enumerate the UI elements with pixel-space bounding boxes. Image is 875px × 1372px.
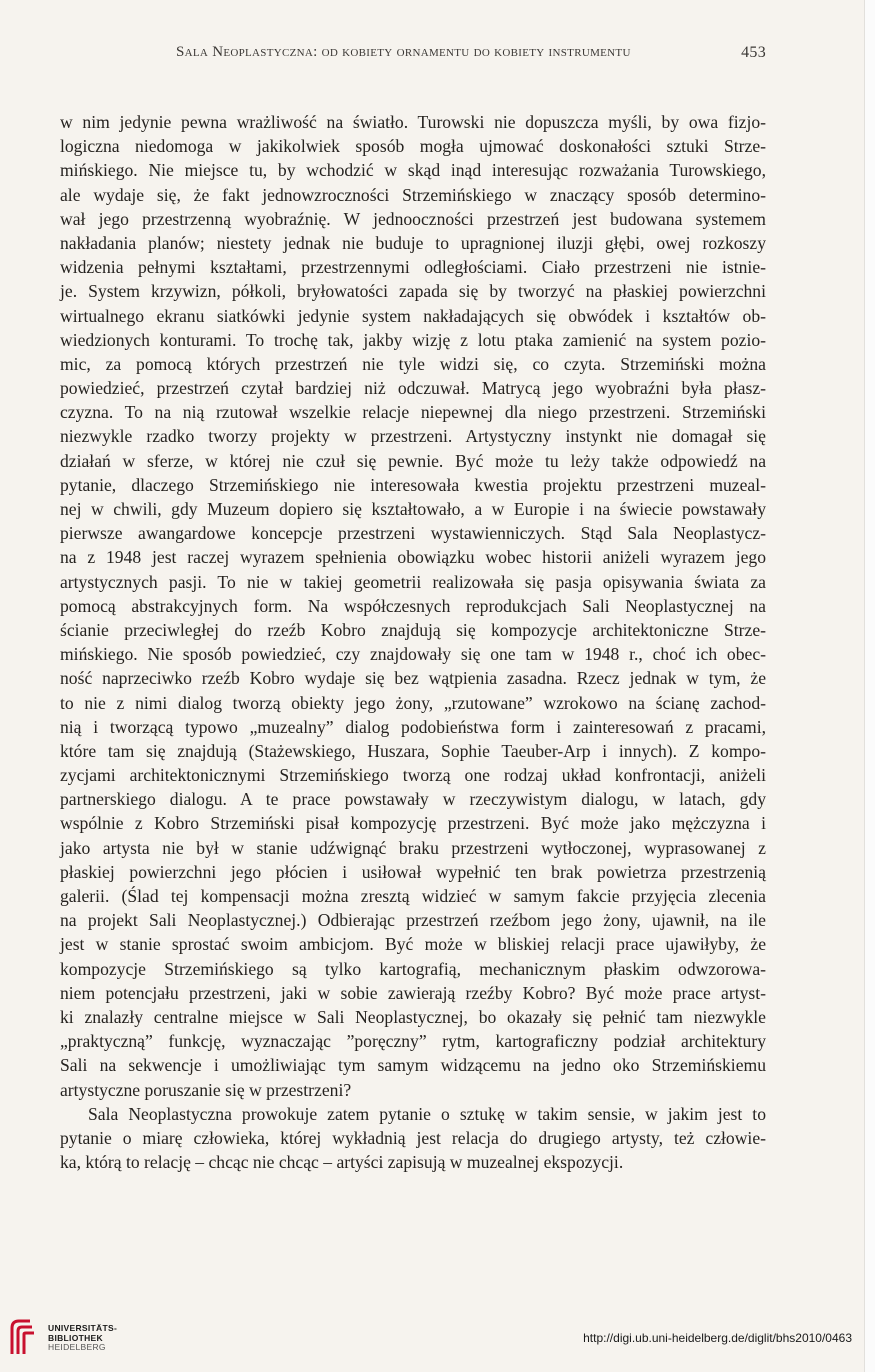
digitization-footer <box>0 1312 864 1372</box>
text-line: pomocą abstrakcyjnych form. Na współczesnych reprodukcjach Sali Neoplastycznej na <box>60 595 766 616</box>
text-line: działań w sferze, w której nie czuł się pewnie. Być może tu leży także odpowiedź na <box>60 450 766 471</box>
text-line-paragraph-start: Sala Neoplastyczna prowokuje zatem pytanie o sztukę w takim sensie, w jakim jest to <box>88 1103 766 1124</box>
text-line-paragraph-end: artystyczne poruszanie się w przestrzeni? <box>60 1079 352 1100</box>
text-line-paragraph-end: ka, którą to relację – chcąc nie chcąc – artyści zapisują w muzealnej ekspozycji. <box>60 1152 624 1173</box>
text-line: niezwykle rzadko tworzy projekty w przestrzeni. Artystyczny instynkt nie domagał się <box>60 426 766 447</box>
text-line: mic, za pomocą których przestrzeń nie tyle widzi się, co czyta. Strzemiński można <box>60 353 766 374</box>
text-line: wirtualnego ekranu siatkówki jedynie system nakładających się obwódek i kształtów ob- <box>60 305 766 326</box>
library-name <box>48 1324 117 1353</box>
text-line: które tam się znajdują (Stażewskiego, Huszara, Sophie Taeuber-Arp i innych). Z kompo- <box>60 740 766 761</box>
text-line: ność naprzeciwko rzeźb Kobro wydaje się bez wątpienia zasadna. Rzecz jednak w tym, że <box>60 668 766 689</box>
running-title: Sala Neoplastyczna: od kobiety ornamentu do kobiety instrumentu <box>176 44 631 60</box>
scan-margin <box>864 0 875 1372</box>
text-line: czyzna. To na nią rzutował wszelkie relacje niepewnej dla niego przestrzeni. Strzemiński <box>60 402 766 423</box>
running-header <box>60 44 766 66</box>
text-line: nakładania planów; niestety jednak nie buduje to upragnionej iluzji głębi, owej rozkoszy <box>60 232 766 253</box>
body-text <box>60 110 766 1174</box>
library-logo-icon <box>8 1318 42 1356</box>
text-line: „praktyczną” funkcję, wyznaczając ”poręczny” rytm, kartograficzny podział architektury <box>60 1031 766 1052</box>
text-line: to nie z nimi dialog tworzą obiekty jego żony, „rzutowane” wzrokowo na ścianę zachod- <box>60 692 766 713</box>
text-line: widzenia pełnymi kształtami, przestrzennymi odległościami. Ciało przestrzeni nie istnie- <box>60 257 766 278</box>
text-line: jako artysta nie był w stanie udźwignąć braku przestrzeni wytłoczonej, wyprasowanej z <box>60 837 766 858</box>
text-line: ścianie przeciwległej do rzeźb Kobro znajdują się kompozycje architektoniczne Strze- <box>60 619 766 640</box>
text-line: mińskiego. Nie sposób powiedzieć, czy znajdowały się one tam w 1948 r., choć ich obec- <box>60 644 766 665</box>
text-line: w nim jedynie pewna wrażliwość na światło. Turowski nie dopuszcza myśli, by owa fizjo- <box>60 112 766 132</box>
text-line: je. System krzywizn, półkoli, bryłowatości zapada się by tworzyć na płaskiej powierzchni <box>60 281 766 302</box>
text-line: wspólnie z Kobro Strzemiński pisał kompozycję przestrzeni. Być może jako mężczyzna i <box>60 813 766 834</box>
text-line: niem potencjału przestrzeni, jaki w sobie zawierają rzeźby Kobro? Być może prace artyst- <box>60 982 766 1003</box>
text-line: partnerskiego dialogu. A te prace powstawały w rzeczywistym dialogu, w latach, gdy <box>60 789 766 810</box>
text-line: ale wydaje się, że fakt jednowzroczności Strzemińskiego w znaczący sposób determino- <box>60 184 766 205</box>
text-line: kompozycje Strzemińskiego są tylko kartografią, mechanicznym płaskim odwzorowa- <box>60 958 766 979</box>
text-line: jest w stanie sprostać swoim ambicjom. Być może w bliskiej relacji prace ujawiłyby, że <box>60 934 766 955</box>
text-line: pytanie o miarę człowieka, której wykładnią jest relacja do drugiego artysty, też człowie- <box>60 1127 766 1148</box>
source-url-link[interactable]: http://digi.ub.uni-heidelberg.de/diglit/bhs2010/0463 <box>583 1331 852 1345</box>
text-line: artystycznych pasji. To nie w takiej geometrii realizowała się pasja opisywania świata za <box>60 571 766 592</box>
text-line: powiedzieć, przestrzeń czytał bardziej niż odczuwał. Matrycą jego wyobraźni była płasz- <box>60 378 766 399</box>
text-line: na z 1948 jest raczej wyrazem spełnienia obowiązku wobec historii aniżeli wyrazem jego <box>60 547 766 568</box>
library-name-line: BIBLIOTHEK <box>48 1332 103 1343</box>
text-line: wiedzionych konturami. To trochę tak, jakby wizję z lotu ptaka zamienić na system pozio- <box>60 329 766 350</box>
text-line: na projekt Sali Neoplastycznej.) Odbierając przestrzeń rzeźbom jego żony, ujawnił, na ile <box>60 910 766 931</box>
text-line: galerii. (Ślad tej kompensacji można zresztą widzieć w samym fakcie przyjęcia zlecenia <box>60 886 766 906</box>
text-line: nej w chwili, gdy Muzeum dopiero się kształtowało, a w Europie i na świecie powstawały <box>60 499 766 519</box>
text-line: wał jego przestrzenną wyobraźnię. W jednooczności przestrzeń jest budowana systemem <box>60 208 766 229</box>
text-line: Sali na sekwencje i umożliwiając tym samym widzącemu na jedno oko Strzemińskiemu <box>60 1055 766 1076</box>
text-line: mińskiego. Nie miejsce tu, by wchodzić w skąd inąd interesując rozważania Turowskiego, <box>60 160 766 181</box>
library-city: HEIDELBERG <box>48 1342 106 1352</box>
text-line: ki znalazły centralne miejsce w Sali Neoplastycznej, bo okazały się pełnić tam niezwykle <box>60 1006 766 1027</box>
page-number: 453 <box>741 44 766 61</box>
text-line: pytanie, dlaczego Strzemińskiego nie interesowała kwestia projektu przestrzeni muzeal- <box>60 474 766 495</box>
library-name-line: UNIVERSITÄTS- <box>48 1323 118 1333</box>
text-line: płaskiej powierzchni jego płócien i usiłował wypełnić ten brak powietrza przestrzenią <box>60 861 766 882</box>
text-line: logiczna niedomoga w jakikolwiek sposób mogła ujmować doskonałości sztuki Strze- <box>60 136 766 157</box>
text-line: nią i tworzącą typowo „muzealny” dialog podobieństwa form i zainteresowań z pracami, <box>60 716 766 737</box>
text-line: pierwsze awangardowe koncepcje przestrzeni wystawienniczych. Stąd Sala Neoplastycz- <box>60 523 766 544</box>
text-line: zycjami architektonicznymi Strzemińskiego tworzą one rodzaj układ konfrontacji, aniżeli <box>60 765 766 786</box>
